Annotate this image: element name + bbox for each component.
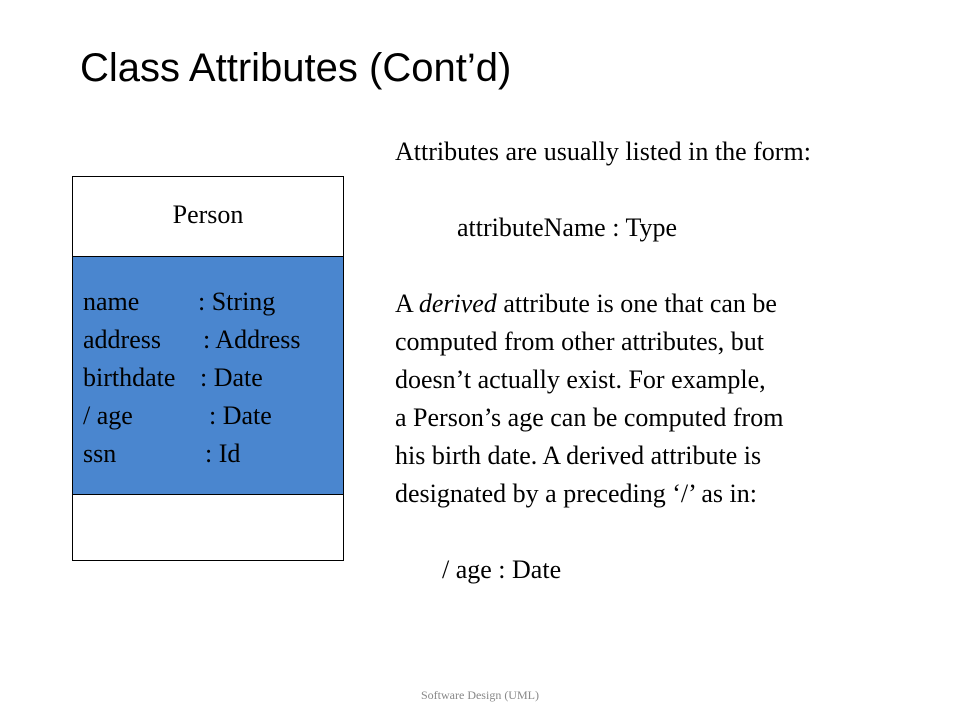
attribute-name: / age (83, 401, 133, 430)
attribute-row (83, 287, 338, 325)
attribute-row (83, 401, 338, 439)
derived-definition-line (395, 289, 777, 319)
operations-compartment (73, 495, 343, 560)
attribute-type: : Date (209, 401, 272, 430)
attribute-type: : Id (205, 439, 241, 468)
attribute-type: : Date (200, 363, 263, 392)
body-line-6: designated by a preceding ‘/’ as in: (395, 479, 757, 508)
attribute-row (83, 325, 338, 363)
body-line-2: computed from other attributes, but (395, 327, 764, 356)
attribute-row (83, 363, 338, 401)
class-name-compartment (73, 177, 343, 257)
intro-line: Attributes are usually listed in the form: (395, 137, 811, 166)
body-line-5: his birth date. A derived attribute is (395, 441, 762, 470)
body-line-3: doesn’t actually exist. For example, (395, 365, 766, 394)
attribute-name: ssn (83, 439, 117, 468)
derived-example: / age : Date (442, 555, 562, 584)
class-name: Person (172, 199, 244, 229)
derived-term: derived (418, 289, 497, 318)
attribute-name: address (83, 325, 161, 354)
slide-title: Class Attributes (Cont’d) (80, 46, 512, 90)
body-line-4: a Person’s age can be computed from (395, 403, 784, 432)
attribute-name: name (83, 287, 140, 316)
attribute-type: : Address (203, 325, 301, 354)
attribute-compartment (73, 257, 343, 495)
derived-suffix: attribute is one that can be (496, 289, 777, 318)
form-example: attributeName : Type (457, 213, 678, 242)
attribute-type: : String (198, 287, 276, 316)
derived-prefix: A (395, 289, 419, 318)
slide-footer: Software Design (UML) (421, 688, 539, 702)
attribute-row (83, 439, 338, 477)
uml-class-box (72, 176, 344, 561)
attribute-name: birthdate (83, 363, 176, 392)
